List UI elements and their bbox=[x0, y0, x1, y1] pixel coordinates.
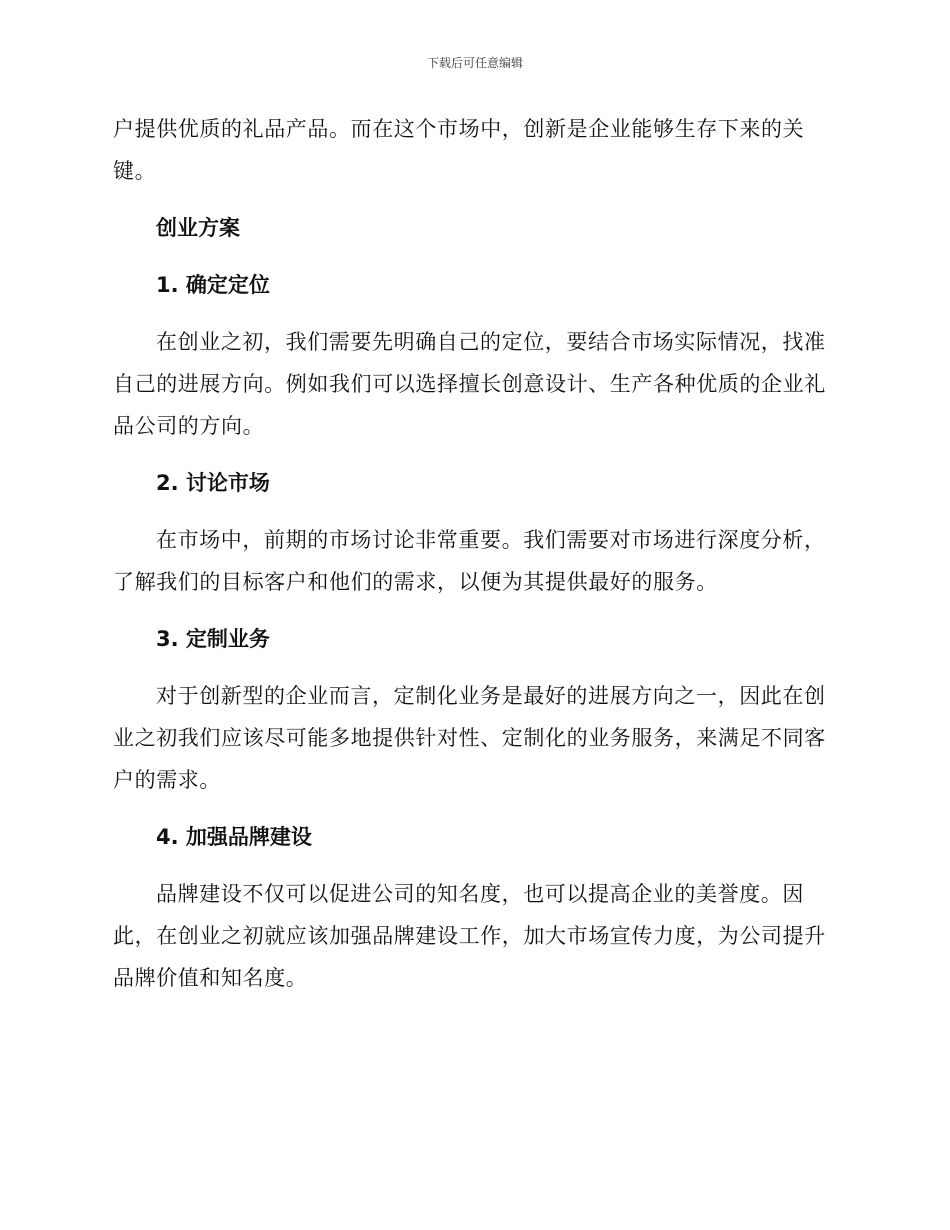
section-heading-2: 2. 讨论市场 bbox=[156, 471, 270, 495]
header-note: 下载后可任意编辑 bbox=[426, 56, 523, 70]
section-body-1: 在创业之初，我们需要先明确自己的定位，要结合市场实际情况，找准自己的进展方向。例如我们可以选择擅长创意设计、生产各种优质的企业礼品公司的方向。 bbox=[113, 330, 826, 438]
section-body-3: 对于创新型的企业而言，定制化业务是最好的进展方向之一，因此在创业之初我们应该尽可能多地提供针对性、定制化的业务服务，来满足不同客户的需求。 bbox=[113, 684, 826, 792]
document-body bbox=[113, 108, 833, 1014]
section-heading-4: 4. 加强品牌建设 bbox=[156, 825, 312, 849]
section-heading-3: 3. 定制业务 bbox=[156, 627, 270, 651]
section-body-2: 在市场中，前期的市场讨论非常重要。我们需要对市场进行深度分析，了解我们的目标客户和他们的需求，以便为其提供最好的服务。 bbox=[113, 528, 826, 594]
section-body-4: 品牌建设不仅可以促进公司的知名度，也可以提高企业的美誉度。因此，在创业之初就应该加强品牌建设工作，加大市场宣传力度，为公司提升品牌价值和知名度。 bbox=[113, 882, 826, 990]
section-heading-1: 1. 确定定位 bbox=[156, 273, 270, 297]
intro-paragraph: 户提供优质的礼品产品。而在这个市场中，创新是企业能够生存下来的关键。 bbox=[113, 117, 805, 183]
section-title: 创业方案 bbox=[156, 216, 240, 240]
